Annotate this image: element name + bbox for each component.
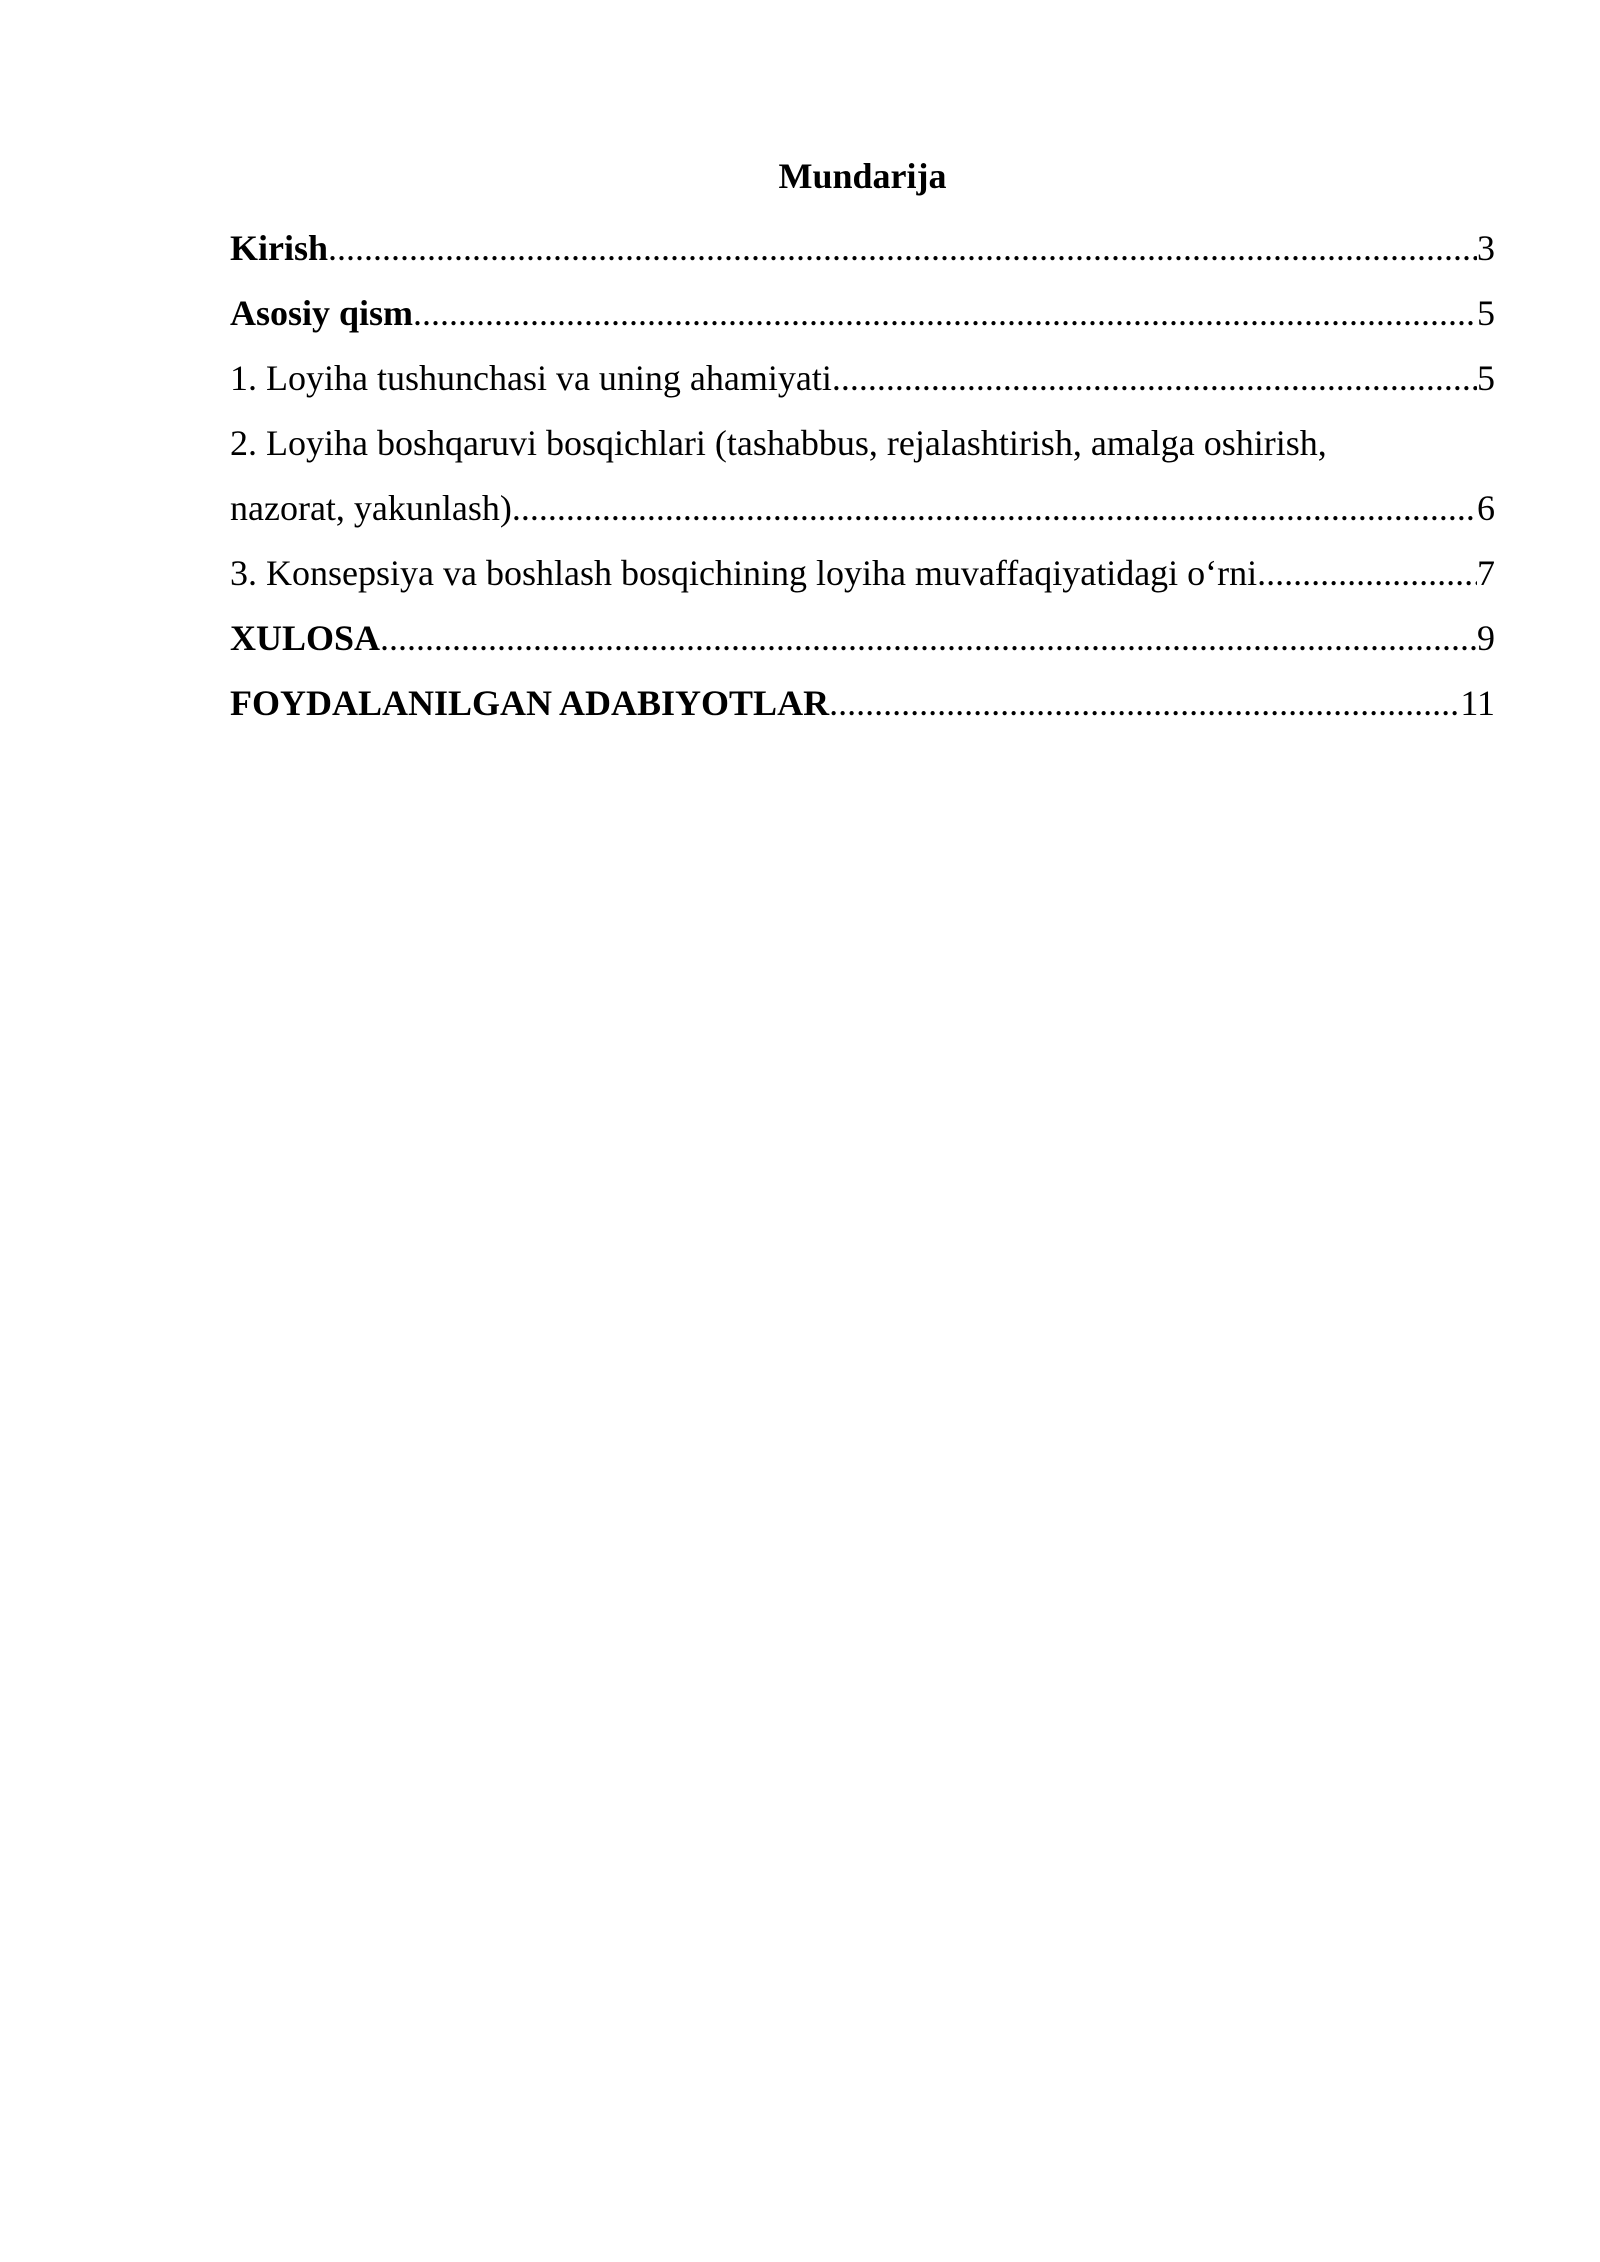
- toc-entry-label: Asosiy qism: [230, 293, 414, 333]
- toc-entry-label: 3. Konsepsiya va boshlash bosqichining loyiha muvaffaqiyatidagi o‘rni: [230, 553, 1258, 593]
- toc-entry-section-2-line-2[interactable]: [230, 476, 1495, 541]
- toc-page-number: 3: [1477, 228, 1495, 268]
- toc-entry-label: 1. Loyiha tushunchasi va uning ahamiyati: [230, 358, 832, 398]
- toc-page-number: 5: [1477, 293, 1495, 333]
- toc-entry-foydalanilgan-adabiyotlar[interactable]: [230, 671, 1495, 736]
- toc-entry-section-2-line-1[interactable]: [230, 411, 1495, 476]
- dot-leader: [328, 216, 1477, 281]
- dot-leader: [512, 476, 1477, 541]
- toc-entry-label: nazorat, yakunlash): [230, 488, 512, 528]
- toc-page-number: 11: [1460, 683, 1495, 723]
- toc-entry-xulosa[interactable]: [230, 606, 1495, 671]
- toc-page-number: 6: [1477, 488, 1495, 528]
- toc-entry-label: FOYDALANILGAN ADABIYOTLAR: [230, 683, 830, 723]
- toc-title: Mundarija: [778, 156, 947, 196]
- toc-entry-label: XULOSA: [230, 618, 381, 658]
- toc-entry-section-3[interactable]: [230, 541, 1495, 606]
- dot-leader: [832, 346, 1477, 411]
- dot-leader: [1257, 541, 1477, 606]
- toc-entry-kirish[interactable]: [230, 216, 1495, 281]
- dot-leader: [829, 671, 1460, 736]
- toc-entry-label: Kirish: [230, 228, 329, 268]
- toc-entry-asosiy-qism[interactable]: [230, 281, 1495, 346]
- dot-leader: [413, 281, 1477, 346]
- dot-leader: [380, 606, 1477, 671]
- toc-page-number: 7: [1477, 553, 1495, 593]
- table-of-contents: [230, 150, 1495, 736]
- toc-entry-label-line-1: 2. Loyiha boshqaruvi bosqichlari (tashabbus, rejalashtirish, amalga oshirish,: [230, 423, 1327, 463]
- toc-page-number: 5: [1477, 358, 1495, 398]
- toc-entry-section-1[interactable]: [230, 346, 1495, 411]
- toc-page-number: 9: [1477, 618, 1495, 658]
